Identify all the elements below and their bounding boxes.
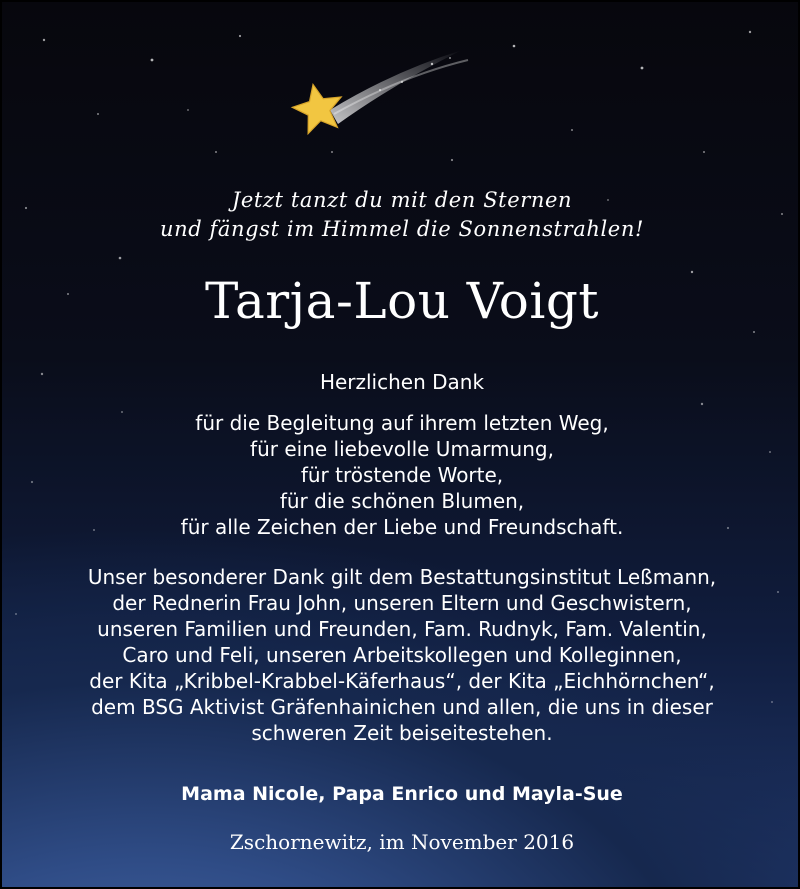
thanks-item: für die Begleitung auf ihrem letzten Weg, [195, 411, 609, 435]
motto-line-2: und fängst im Himmel die Sonnenstrahlen! [159, 217, 644, 241]
special-thanks-line: dem BSG Aktivist Gräfenhainichen und allen, die uns in dieser [91, 695, 713, 719]
thanks-heading: Herzlichen Dank [319, 370, 485, 394]
motto [2, 186, 800, 244]
special-thanks-line: Caro und Feli, unseren Arbeitskollegen und Kolleginnen, [122, 643, 682, 667]
thanks-item: für die schönen Blumen, [279, 489, 525, 513]
thanks-item: für tröstende Worte, [300, 463, 504, 487]
special-thanks-line: unseren Familien und Freunden, Fam. Rudnyk, Fam. Valentin, [97, 617, 707, 641]
deceased-name: Tarja-Lou Voigt [205, 272, 599, 330]
special-thanks-line: schweren Zeit beiseitestehen. [251, 721, 553, 745]
signature: Mama Nicole, Papa Enrico und Mayla-Sue [181, 783, 623, 805]
special-thanks-line: der Kita „Kribbel-Krabbel-Käferhaus“, der Kita „Eichhörnchen“, [89, 669, 715, 693]
thanks-item: für alle Zeichen der Liebe und Freundschaft. [180, 515, 624, 539]
shooting-star-icon [282, 32, 482, 152]
special-thanks [2, 564, 800, 746]
place-date: Zschornewitz, im November 2016 [229, 830, 575, 854]
special-thanks-line: Unser besonderer Dank gilt dem Bestattungsinstitut Leßmann, [87, 565, 717, 589]
thanks-list [2, 410, 800, 540]
special-thanks-line: der Rednerin Frau John, unseren Eltern und Geschwistern, [112, 591, 692, 615]
motto-line-1: Jetzt tanzt du mit den Sternen [231, 188, 573, 212]
thanks-item: für eine liebevolle Umarmung, [250, 437, 554, 461]
